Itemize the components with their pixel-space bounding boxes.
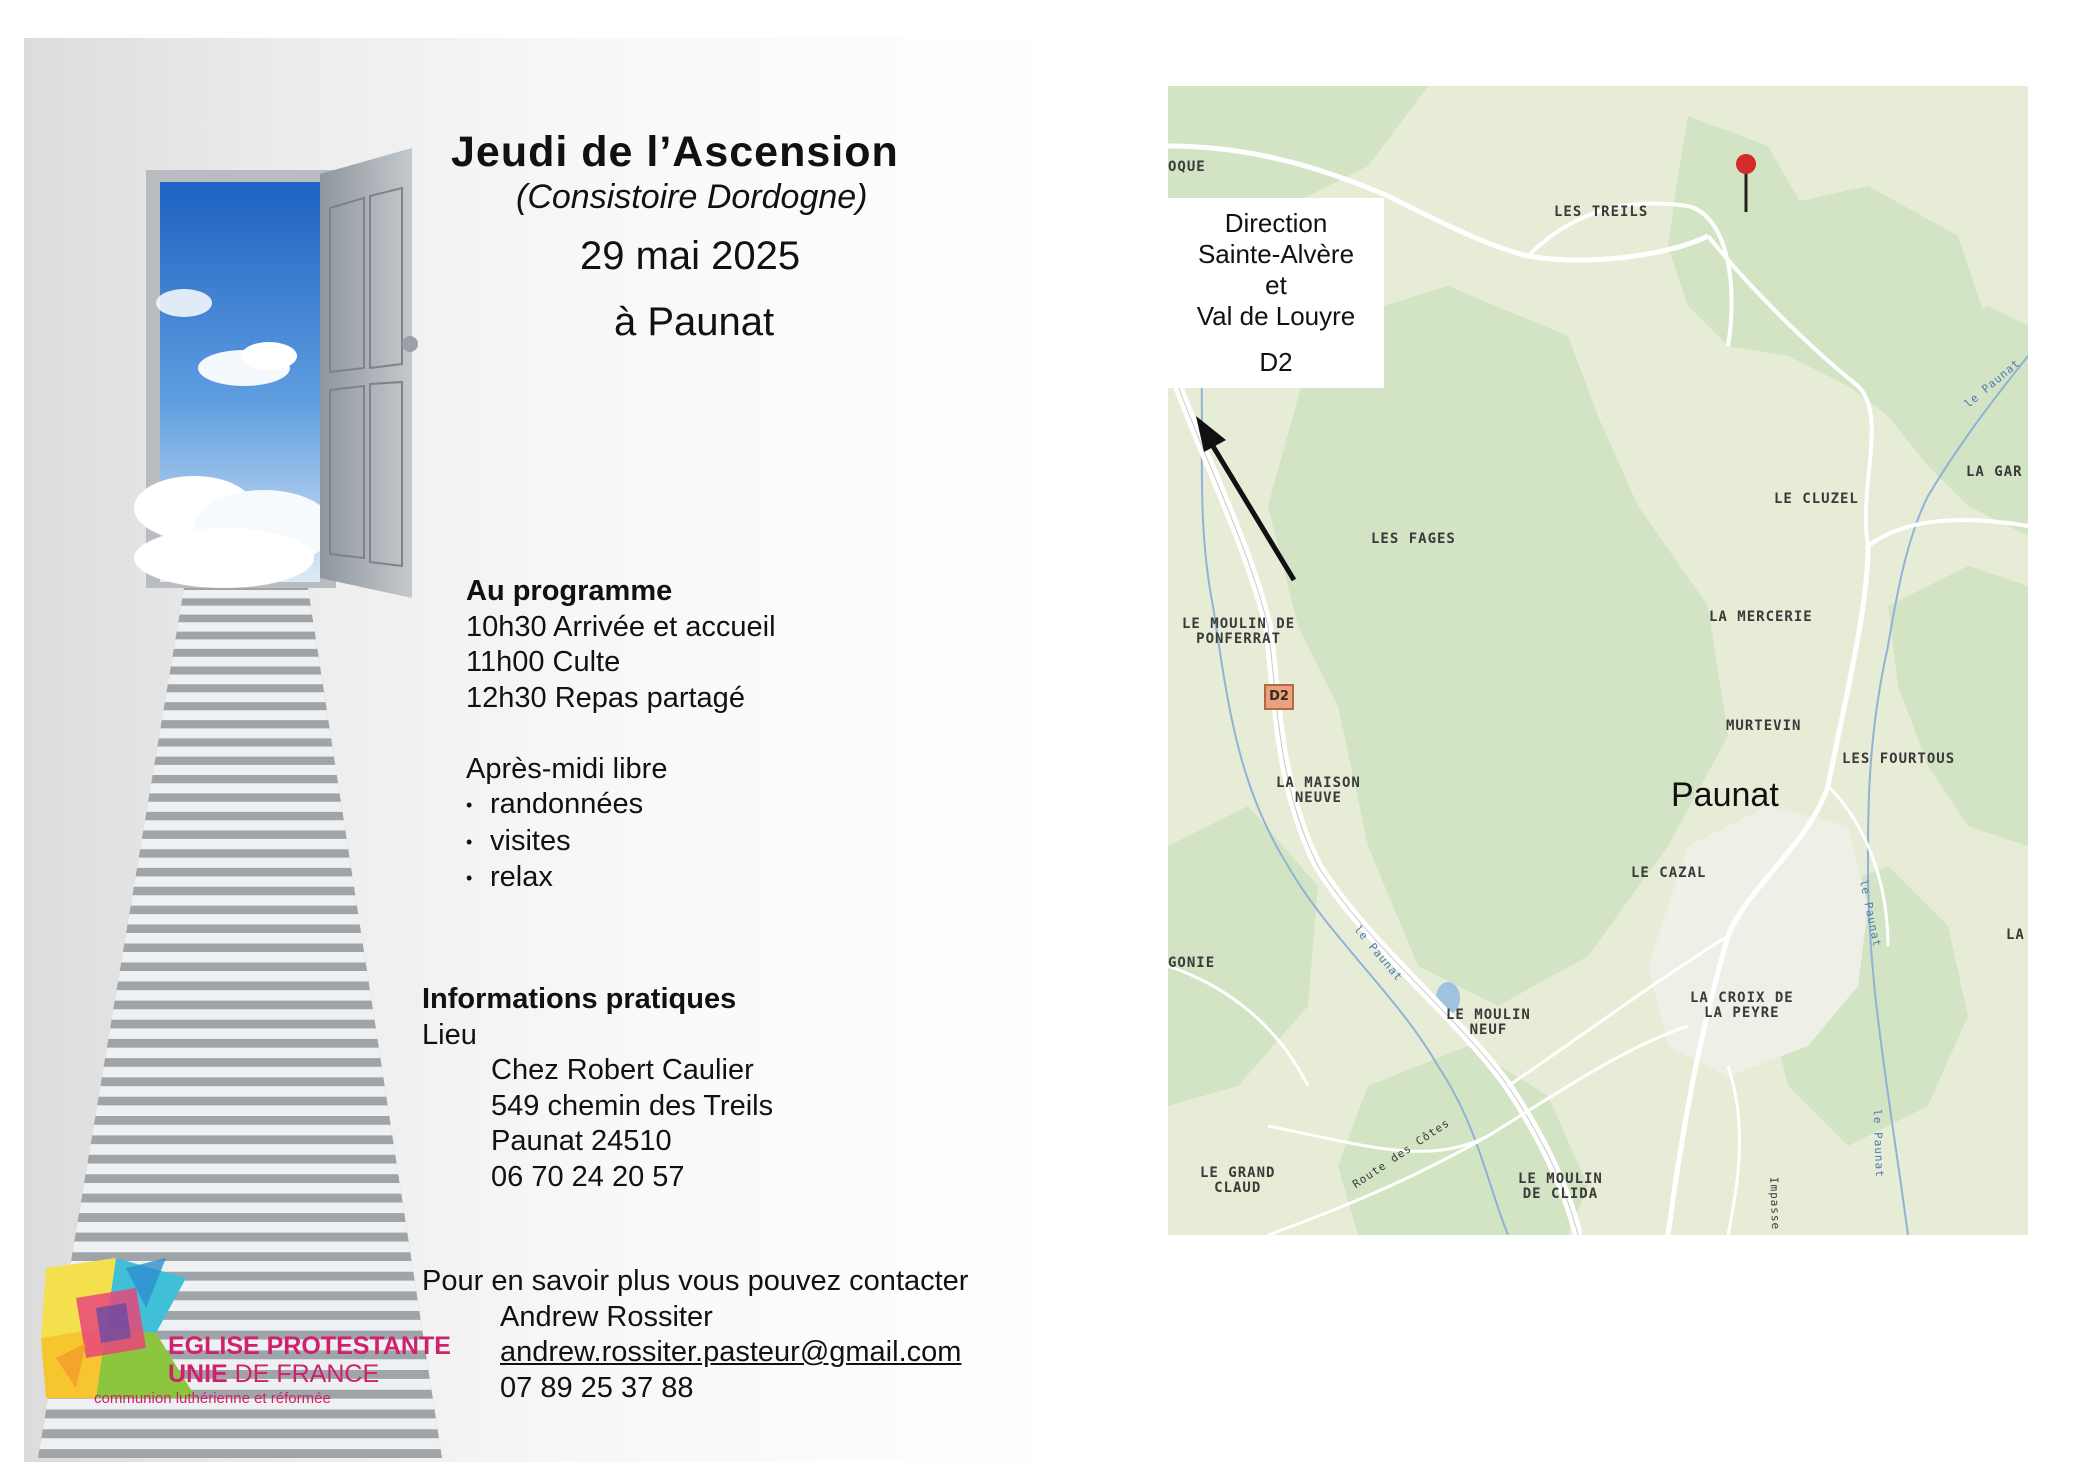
map-label-le-moulin-de-ponferrat: LE MOULIN DE PONFERRAT bbox=[1182, 616, 1296, 647]
map-town-paunat: Paunat bbox=[1671, 776, 1779, 814]
direction-line: Sainte-Alvère bbox=[1197, 239, 1355, 269]
map-label-le-moulin-de-clida: LE MOULIN DE CLIDA bbox=[1518, 1171, 1603, 1202]
bullet-item: • randonnées bbox=[466, 788, 644, 820]
logo-text-line3: communion luthérienne et réformée bbox=[94, 1390, 331, 1407]
direction-box bbox=[1168, 198, 1384, 388]
stair-step bbox=[112, 1009, 375, 1020]
stair-step bbox=[86, 1164, 399, 1175]
event-place: à Paunat bbox=[614, 300, 775, 344]
map-label-edge-top: OQUE bbox=[1168, 159, 1206, 175]
stair-step bbox=[180, 606, 313, 615]
map-label-edge-right2: LA bbox=[2006, 927, 2025, 943]
event-date: 29 mai 2025 bbox=[580, 234, 801, 278]
location-map bbox=[1168, 86, 2028, 1235]
map-label-le-cluzel: LE CLUZEL bbox=[1774, 491, 1859, 507]
address-line: 549 chemin des Treils bbox=[491, 1089, 774, 1122]
map-label-impasse: Impasse bbox=[1767, 1176, 1783, 1231]
stair-step bbox=[92, 1125, 392, 1136]
info-section bbox=[422, 982, 773, 1195]
logo-text-line1: EGLISE PROTESTANTE bbox=[168, 1332, 451, 1360]
bullet-item: • relax bbox=[466, 861, 553, 893]
map-label-edge-right1: LA GAR bbox=[1966, 464, 2023, 480]
info-heading: Informations pratiques bbox=[422, 983, 737, 1015]
program-heading: Au programme bbox=[466, 575, 673, 607]
road-sign-d2: D2 bbox=[1264, 684, 1294, 710]
direction-line: Val de Louyre bbox=[1196, 301, 1356, 331]
stair-step bbox=[108, 1028, 377, 1039]
stair-step bbox=[137, 858, 351, 868]
address-phone: 06 70 24 20 57 bbox=[491, 1160, 685, 1193]
stair-step bbox=[102, 1067, 384, 1078]
stair-step bbox=[99, 1086, 387, 1097]
direction-line: Direction bbox=[1224, 208, 1328, 238]
stair-step bbox=[128, 914, 360, 924]
contact-name: Andrew Rossiter bbox=[500, 1300, 713, 1333]
lieu-label: Lieu bbox=[422, 1018, 477, 1051]
direction-road: D2 bbox=[1259, 347, 1293, 377]
contact-intro: Pour en savoir plus vous pouvez contacter bbox=[422, 1265, 969, 1297]
stair-step bbox=[174, 639, 318, 649]
stair-step bbox=[76, 1222, 407, 1233]
map-label-les-fourtous: LES FOURTOUS bbox=[1842, 751, 1956, 767]
map-label-les-treils: LES TREILS bbox=[1554, 204, 1649, 220]
event-subtitle: (Consistoire Dordogne) bbox=[516, 178, 868, 216]
stair-step bbox=[39, 1438, 440, 1449]
logo-text-line2: UNIE DE FRANCE bbox=[168, 1360, 380, 1388]
stair-step bbox=[131, 895, 357, 905]
stair-step bbox=[146, 802, 342, 812]
event-title: Jeudi de l’Ascension bbox=[451, 128, 899, 176]
stair-step bbox=[43, 1418, 438, 1429]
program-item: 11h00 Culte bbox=[466, 646, 621, 678]
address-block bbox=[422, 1053, 773, 1195]
location-pin-head-icon bbox=[1736, 154, 1756, 174]
stair-step bbox=[150, 783, 340, 793]
stair-step bbox=[153, 765, 337, 775]
flyer bbox=[24, 38, 1060, 1462]
address-line: Chez Robert Caulier bbox=[491, 1054, 754, 1086]
stair-step bbox=[182, 590, 309, 598]
stair-step bbox=[134, 876, 354, 886]
stair-step bbox=[79, 1202, 404, 1213]
map-label-les-fages: LES FAGES bbox=[1371, 531, 1456, 547]
map-label-le-moulin-neuf: LE MOULIN NEUF bbox=[1446, 1007, 1531, 1038]
stair-step bbox=[105, 1048, 380, 1059]
stair-step bbox=[177, 622, 315, 631]
map-label-river-paunat-1: le Paunat bbox=[1961, 356, 2023, 411]
map-label-route-des-cotes: Route des Côtes bbox=[1350, 1116, 1453, 1191]
contact-section bbox=[422, 1264, 968, 1406]
stair-step bbox=[95, 1105, 389, 1116]
stair-step bbox=[121, 952, 366, 962]
stair-step bbox=[159, 728, 331, 738]
program-item: 10h30 Arrivée et accueil bbox=[466, 610, 776, 643]
stair-step bbox=[143, 820, 345, 830]
map-label-le-cazal: LE CAZAL bbox=[1631, 865, 1707, 881]
stair-step bbox=[156, 747, 334, 757]
direction-line: et bbox=[1265, 270, 1287, 300]
stair-step bbox=[162, 710, 329, 720]
stair-step bbox=[140, 839, 348, 849]
map-label-river-paunat-3: le Paunat bbox=[1856, 878, 1884, 949]
stair-step bbox=[168, 674, 323, 684]
stair-step bbox=[165, 692, 326, 702]
stair-step bbox=[124, 933, 362, 943]
stair-step bbox=[115, 990, 372, 1001]
bullet-item: • visites bbox=[466, 824, 571, 857]
stair-step bbox=[171, 657, 320, 667]
contact-phone: 07 89 25 37 88 bbox=[500, 1371, 694, 1404]
stair-step bbox=[118, 971, 369, 981]
map-label-la-croix-de-la-peyre: LA CROIX DE LA PEYRE bbox=[1690, 990, 1794, 1021]
contact-email-link[interactable]: andrew.rossiter.pasteur@gmail.com bbox=[500, 1336, 962, 1368]
stair-step bbox=[82, 1183, 401, 1194]
afternoon-label: Après-midi libre bbox=[466, 752, 668, 785]
program-item: 12h30 Repas partagé bbox=[466, 681, 745, 714]
program-section bbox=[466, 574, 776, 897]
map-label-murtevin: MURTEVIN bbox=[1726, 718, 1802, 734]
map-label-river-paunat-4: le Paunat bbox=[1870, 1108, 1886, 1179]
stair-step bbox=[89, 1144, 395, 1155]
map-label-la-mercerie: LA MERCERIE bbox=[1709, 609, 1813, 625]
map-label-river-paunat-2: le Paunat bbox=[1351, 923, 1406, 984]
address-line: Paunat 24510 bbox=[491, 1125, 672, 1157]
map-label-le-grand-claud: LE GRAND CLAUD bbox=[1200, 1165, 1276, 1196]
map-label-edge-left: GONIE bbox=[1168, 955, 1216, 971]
map-label-la-maison-neuve: LA MAISON NEUVE bbox=[1276, 775, 1361, 806]
